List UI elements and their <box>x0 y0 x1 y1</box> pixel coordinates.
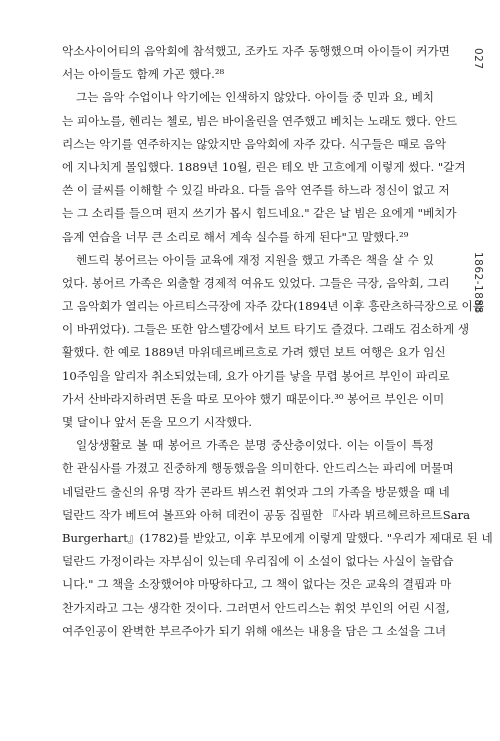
text-line: 헨드릭 봉어르는 아이들 교육에 재정 지원을 했고 가족은 책을 살 수 있 <box>76 252 434 267</box>
text-line: 음계 연습을 너무 큰 소리로 해서 계속 실수를 하게 된다"고 말했다.²⁹ <box>62 229 409 244</box>
running-head: 1862-1888 <box>472 252 484 314</box>
text-line: 었다. 봉어르 가족은 외출할 경제적 여유도 있었다. 그들은 극장, 음악회, 그리 <box>62 275 450 290</box>
text-line: 쓴 이 글씨를 이해할 수 있길 바라요. 다들 음악 연주를 하느라 정신이 없고 저 <box>62 183 450 198</box>
text-line: 덜란드 가정이라는 자부심이 있는데 우리집에 이 소설이 없다는 사실이 놀랍습 <box>62 554 454 569</box>
text-line: 고 음악회가 열리는 아르티스극장에 자주 갔다(1894년 이후 흥란츠하극장으로 이름 <box>62 299 484 314</box>
text-line: 서는 아이들도 함께 가곤 했다.²⁸ <box>62 67 225 82</box>
text-line: 니다." 그 책을 소장했어야 마땅하다고, 그 책이 없다는 것은 교육의 결핍과 마 <box>62 577 452 592</box>
text-line: 네덜란드 출신의 유명 작가 콘라트 뷔스컨 휘엇과 그의 가족을 방문했을 때 네 <box>62 484 450 499</box>
text-line: 는 그 소리를 들으며 편지 쓰기가 몹시 힘드네요." 같은 날 빔은 요에게 "베치가 <box>62 206 457 221</box>
page-number: 027 <box>472 48 484 70</box>
text-line: 이 바뀌었다). 그들은 또한 암스텔강에서 보트 타기도 즐겼다. 그래도 검소하게 생 <box>62 322 470 337</box>
text-line: 가서 산바라지하려면 돈을 따로 모아야 했기 때문이다.³⁰ 봉어르 부인은 이미 <box>62 391 445 406</box>
text-line: 한 관심사를 가졌고 진중하게 행동했음을 의미한다. 안드리스는 파리에 머물며 <box>62 461 454 476</box>
text-line: 에 지나치게 몰입했다. 1889년 10월, 린은 테오 반 고흐에게 이렇게 썼다. "갈겨 <box>62 159 466 174</box>
text-line: 덜란드 작가 베트여 볼프와 아허 데컨이 공동 집필한 『사라 뷔르헤르하르트Sara <box>62 507 471 522</box>
text-line: Burgerhart』(1782)를 받았고, 이후 부모에게 이렇게 말했다. "우리가 제대로 된 네 <box>62 530 493 545</box>
text-line: 몇 달이나 앞서 돈을 모으기 시작했다. <box>62 415 253 429</box>
text-line: 일상생활로 볼 때 봉어르 가족은 분명 중산층이었다. 이는 이들이 특정 <box>76 438 434 453</box>
text-line: 10주임을 알리자 취소되었는데, 요가 아기를 낳을 무렵 봉어르 부인이 파리로 <box>62 368 450 383</box>
text-line: 여주인공이 완벽한 부르주아가 되기 위해 애쓰는 내용을 담은 그 소설을 그녀 <box>62 623 447 638</box>
text-line: 활했다. 한 예로 1889년 마위데르베르흐로 가려 했던 보트 여행은 요가 임신 <box>62 345 446 360</box>
text-line: 는 피아노를, 헨리는 첼로, 빔은 바이올린을 연주했고 베치는 노래도 했다. 안드 <box>62 113 458 128</box>
text-line: 악소사이어티의 음악회에 참석했고, 조카도 자주 동행했으며 아이들이 커가면 <box>62 44 450 58</box>
text-line: 리스는 악기를 연주하지는 않았지만 음악회에 자주 갔다. 식구들은 때로 음악 <box>62 136 447 151</box>
text-line: 찬가지라고 그는 생각한 것이다. 그러면서 안드리스는 휘엇 부인의 어린 시절, <box>62 600 450 615</box>
text-line: 그는 음악 수업이나 악기에는 인색하지 않았다. 아이들 중 민과 요, 베치 <box>76 90 434 105</box>
